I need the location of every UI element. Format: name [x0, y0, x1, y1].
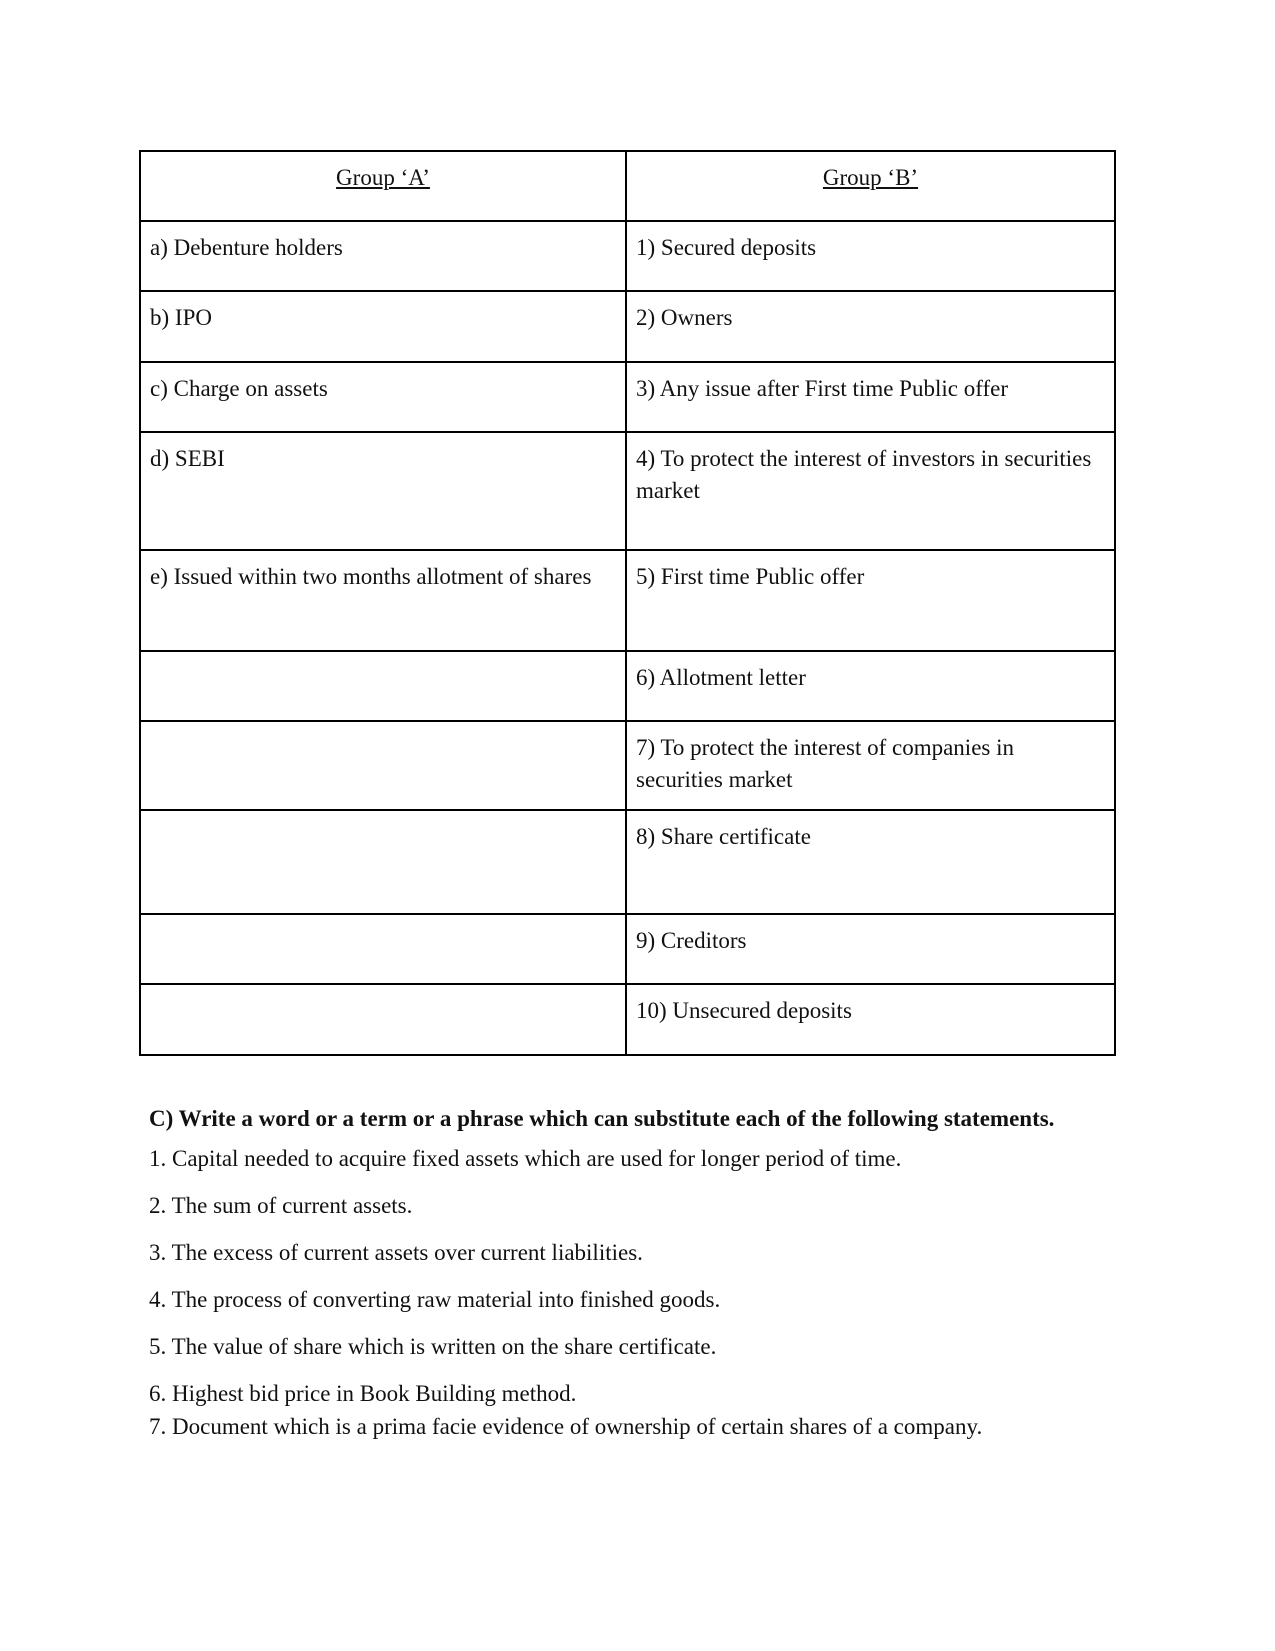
table-row — [140, 221, 1115, 291]
group-b-cell: 9) Creditors — [626, 914, 1115, 984]
table-row — [140, 914, 1115, 984]
group-b-cell: 1) Secured deposits — [626, 221, 1115, 291]
group-a-cell — [140, 721, 626, 810]
header-group-b: Group ‘B’ — [626, 151, 1115, 221]
question-item: 1. Capital needed to acquire fixed assets which are used for longer period of time. — [149, 1146, 902, 1171]
group-b-cell: 3) Any issue after First time Public offer — [626, 362, 1115, 432]
table-row — [140, 984, 1115, 1055]
group-a-cell: e) Issued within two months allotment of shares — [140, 550, 626, 651]
group-a-cell: a) Debenture holders — [140, 221, 626, 291]
table-row — [140, 362, 1115, 432]
question-item: 5. The value of share which is written on the share certificate. — [149, 1334, 717, 1359]
match-the-pairs-table — [139, 150, 1116, 1056]
group-a-cell — [140, 984, 626, 1055]
question-item: 6. Highest bid price in Book Building method. — [149, 1381, 577, 1406]
table-row — [140, 810, 1115, 914]
group-b-cell: 6) Allotment letter — [626, 651, 1115, 721]
header-group-a: Group ‘A’ — [140, 151, 626, 221]
table-row — [140, 432, 1115, 550]
group-b-cell: 8) Share certificate — [626, 810, 1115, 914]
table-row — [140, 550, 1115, 651]
question-item: 7. Document which is a prima facie evidence of ownership of certain shares of a company. — [149, 1414, 983, 1439]
group-a-cell: c) Charge on assets — [140, 362, 626, 432]
section-c-title: C) Write a word or a term or a phrase which can substitute each of the following statements. — [149, 1106, 1055, 1131]
group-b-cell: 10) Unsecured deposits — [626, 984, 1115, 1055]
table-row — [140, 651, 1115, 721]
group-a-cell — [140, 810, 626, 914]
group-b-cell: 7) To protect the interest of companies in securities market — [626, 721, 1115, 810]
group-a-cell — [140, 651, 626, 721]
group-b-cell: 2) Owners — [626, 291, 1115, 362]
question-item: 2. The sum of current assets. — [149, 1193, 413, 1218]
table-row — [140, 721, 1115, 810]
group-b-cell: 4) To protect the interest of investors in securities market — [626, 432, 1115, 550]
section-c — [149, 1103, 1129, 1458]
question-item: 4. The process of converting raw material into finished goods. — [149, 1287, 721, 1312]
group-a-cell: b) IPO — [140, 291, 626, 362]
group-a-cell: d) SEBI — [140, 432, 626, 550]
group-a-cell — [140, 914, 626, 984]
table-row — [140, 291, 1115, 362]
group-b-cell: 5) First time Public offer — [626, 550, 1115, 651]
question-item: 3. The excess of current assets over current liabilities. — [149, 1240, 643, 1265]
table-header-row — [140, 151, 1115, 221]
